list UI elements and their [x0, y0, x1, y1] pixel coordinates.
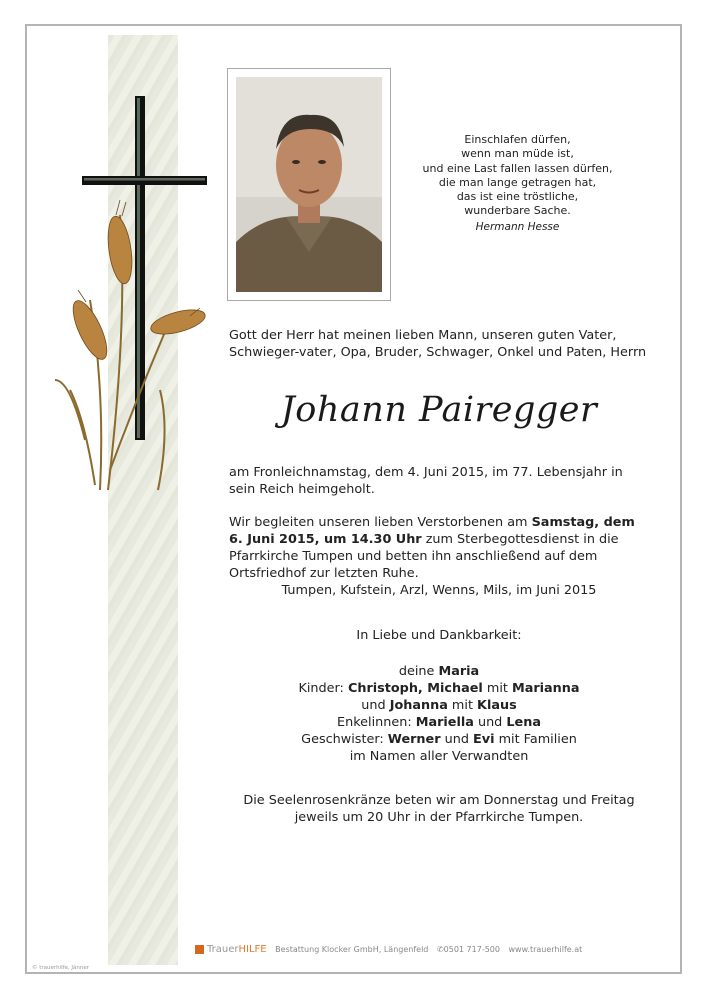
quote-line: und eine Last fallen lassen dürfen,: [422, 161, 613, 175]
image-credit: © trauerhilfe, Jänner: [32, 965, 90, 971]
deceased-name: Johann Pairegger: [280, 390, 598, 430]
portrait-frame: [227, 68, 391, 301]
funeral-date: Samstag, dem 6. Juni 2015, um 14.30 Uhr: [229, 515, 635, 547]
family-list: [229, 663, 649, 765]
funeral-text: [229, 514, 649, 582]
family-wife: deine Maria: [398, 664, 480, 679]
intro-text: Gott der Herr hat meinen lieben Mann, unseren guten Vater, Schwieger-vater, Opa, Bruder, Schwager, Onkel und Paten, Herrn: [229, 328, 647, 360]
website-link[interactable]: www.trauerhilfe.at: [508, 945, 583, 954]
cross-and-wheat-icon: [50, 90, 220, 510]
quote-line: wunderbare Sache.: [464, 204, 571, 218]
phone-number: 0501 717-500: [443, 945, 500, 954]
footer: [195, 944, 582, 955]
family-siblings: Geschwister: Werner und Evi mit Familien: [301, 732, 577, 747]
funeral-text-before: Wir begleiten unseren lieben Verstorbenen am: [229, 515, 532, 530]
funeral-text-after: zum Sterbegottesdienst in die Pfarrkirche Tumpen und betten ihn anschließend auf dem Ortsfriedhof zur letzten Ruhe.: [229, 532, 619, 581]
death-notice-text: am Fronleichnamstag, dem 4. Juni 2015, im 77. Lebensjahr in sein Reich heimgeholt.: [229, 465, 623, 497]
quote-line: wenn man müde ist,: [461, 147, 574, 161]
family-children: Kinder: Christoph, Michael mit Marianna: [298, 681, 580, 696]
places-date: Tumpen, Kufstein, Arzl, Wenns, Mils, im Juni 2015: [281, 583, 597, 598]
love-line: In Liebe und Dankbarkeit:: [356, 628, 522, 643]
family-children-2: und Johanna mit Klaus: [361, 698, 517, 713]
brand-name: TrauerHILFE: [207, 944, 267, 955]
poem-quote: [405, 133, 630, 234]
rosary-text: Die Seelenrosenkränze beten wir am Donnerstag und Freitag jeweils um 20 Uhr in der Pfarrkirche Tumpen.: [243, 793, 635, 825]
quote-author: Hermann Hesse: [475, 220, 560, 233]
quote-line: die man lange getragen hat,: [438, 175, 597, 189]
trauerhilfe-logo-icon: [195, 945, 204, 954]
quote-line: das ist eine tröstliche,: [456, 190, 579, 204]
portrait-photo: [236, 77, 382, 292]
quote-line: Einschlafen dürfen,: [464, 133, 571, 146]
company-name: Bestattung Klocker GmbH, Längenfeld: [275, 945, 429, 954]
family-grandchildren: Enkelinnen: Mariella und Lena: [337, 715, 541, 730]
phone-icon: ✆: [436, 945, 444, 954]
family-relatives: im Namen aller Verwandten: [349, 749, 529, 764]
